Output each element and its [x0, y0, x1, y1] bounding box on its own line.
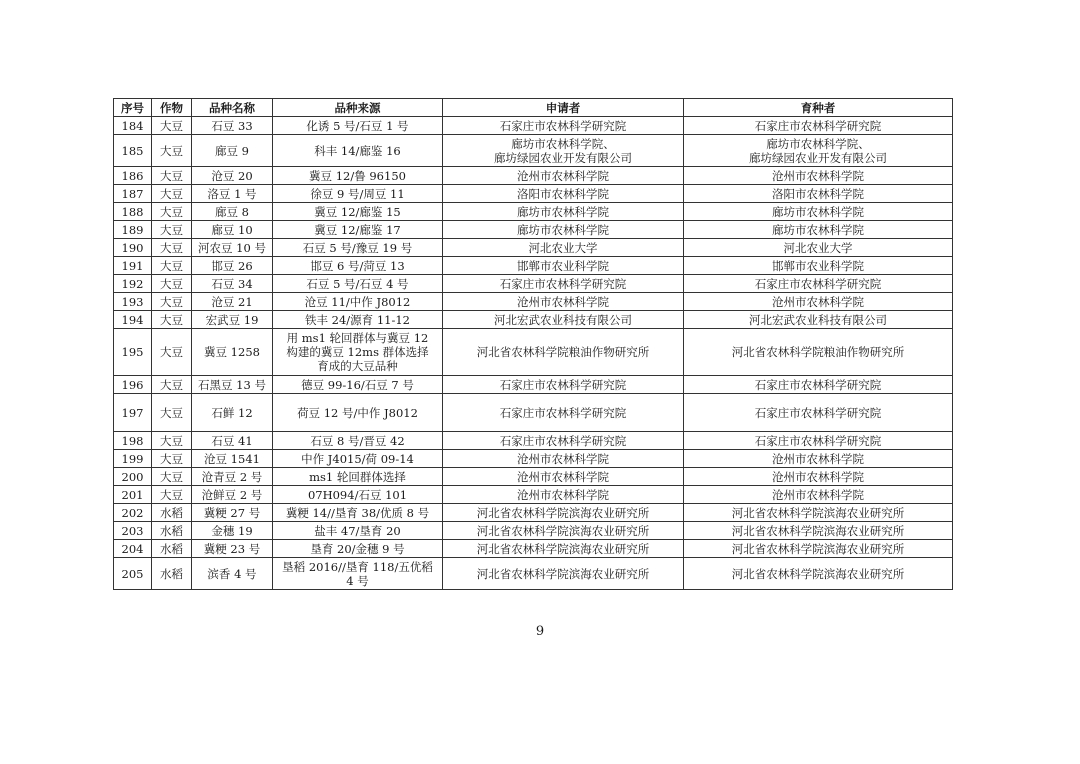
cell-crop: 大豆 [152, 329, 192, 376]
cell-breeder: 廊坊市农林科学院、 廊坊绿园农业开发有限公司 [684, 135, 953, 167]
cell-variety-name: 廊豆 10 [192, 221, 273, 239]
cell-breeder: 河北省农林科学院滨海农业研究所 [684, 522, 953, 540]
table-row [114, 221, 953, 239]
cell-applicant: 河北省农林科学院滨海农业研究所 [443, 504, 684, 522]
cell-crop: 大豆 [152, 311, 192, 329]
cell-crop: 大豆 [152, 450, 192, 468]
cell-applicant: 石家庄市农林科学研究院 [443, 376, 684, 394]
cell-variety-source: 用 ms1 轮回群体与冀豆 12 构建的冀豆 12ms 群体选择 育成的大豆品种 [273, 329, 443, 376]
table-row [114, 257, 953, 275]
cell-breeder: 河北宏武农业科技有限公司 [684, 311, 953, 329]
cell-variety-source: 化诱 5 号/石豆 1 号 [273, 117, 443, 135]
cell-applicant: 洛阳市农林科学院 [443, 185, 684, 203]
cell-crop: 大豆 [152, 203, 192, 221]
cell-variety-source: 冀豆 12/鲁 96150 [273, 167, 443, 185]
cell-no: 187 [114, 185, 152, 203]
cell-crop: 大豆 [152, 221, 192, 239]
table-row [114, 293, 953, 311]
cell-breeder: 石家庄市农林科学研究院 [684, 376, 953, 394]
cell-breeder: 廊坊市农林科学院 [684, 203, 953, 221]
cell-applicant: 石家庄市农林科学研究院 [443, 432, 684, 450]
cell-breeder: 沧州市农林科学院 [684, 486, 953, 504]
table-row [114, 558, 953, 590]
table-row [114, 486, 953, 504]
cell-crop: 大豆 [152, 117, 192, 135]
cell-variety-name: 石鲜 12 [192, 394, 273, 432]
table-row [114, 432, 953, 450]
cell-crop: 水稻 [152, 504, 192, 522]
cell-breeder: 河北省农林科学院滨海农业研究所 [684, 558, 953, 590]
cell-no: 203 [114, 522, 152, 540]
cell-crop: 大豆 [152, 486, 192, 504]
header-applicant: 申请者 [443, 99, 684, 117]
cell-variety-name: 沧豆 21 [192, 293, 273, 311]
cell-breeder: 沧州市农林科学院 [684, 167, 953, 185]
cell-applicant: 沧州市农林科学院 [443, 167, 684, 185]
cell-crop: 大豆 [152, 293, 192, 311]
cell-breeder: 河北省农林科学院粮油作物研究所 [684, 329, 953, 376]
cell-variety-name: 石豆 41 [192, 432, 273, 450]
cell-crop: 大豆 [152, 167, 192, 185]
cell-no: 199 [114, 450, 152, 468]
table-row [114, 450, 953, 468]
cell-variety-name: 石豆 33 [192, 117, 273, 135]
table-row [114, 311, 953, 329]
cell-variety-name: 石豆 34 [192, 275, 273, 293]
cell-no: 201 [114, 486, 152, 504]
header-breeder: 育种者 [684, 99, 953, 117]
table-row [114, 376, 953, 394]
page-number: 9 [535, 624, 545, 639]
cell-crop: 水稻 [152, 540, 192, 558]
cell-variety-source: 冀豆 12/廊鉴 15 [273, 203, 443, 221]
header-no: 序号 [114, 99, 152, 117]
cell-breeder: 沧州市农林科学院 [684, 293, 953, 311]
cell-breeder: 廊坊市农林科学院 [684, 221, 953, 239]
cell-applicant: 沧州市农林科学院 [443, 468, 684, 486]
cell-no: 185 [114, 135, 152, 167]
cell-crop: 大豆 [152, 275, 192, 293]
cell-applicant: 河北宏武农业科技有限公司 [443, 311, 684, 329]
cell-variety-name: 冀粳 23 号 [192, 540, 273, 558]
cell-crop: 大豆 [152, 257, 192, 275]
cell-variety-name: 沧豆 1541 [192, 450, 273, 468]
cell-variety-name: 廊豆 8 [192, 203, 273, 221]
cell-no: 191 [114, 257, 152, 275]
cell-no: 194 [114, 311, 152, 329]
cell-crop: 水稻 [152, 522, 192, 540]
cell-no: 196 [114, 376, 152, 394]
cell-applicant: 河北省农林科学院粮油作物研究所 [443, 329, 684, 376]
table-body [114, 117, 953, 590]
cell-breeder: 沧州市农林科学院 [684, 450, 953, 468]
header-variety-source: 品种来源 [273, 99, 443, 117]
cell-variety-name: 邯豆 26 [192, 257, 273, 275]
cell-variety-source: 沧豆 11/中作 J8012 [273, 293, 443, 311]
cell-variety-source: 邯豆 6 号/菏豆 13 [273, 257, 443, 275]
cell-applicant: 石家庄市农林科学研究院 [443, 275, 684, 293]
cell-breeder: 石家庄市农林科学研究院 [684, 117, 953, 135]
cell-variety-name: 石黑豆 13 号 [192, 376, 273, 394]
cell-variety-source: 垦育 20/金穗 9 号 [273, 540, 443, 558]
cell-applicant: 河北省农林科学院滨海农业研究所 [443, 540, 684, 558]
cell-no: 205 [114, 558, 152, 590]
cell-crop: 水稻 [152, 558, 192, 590]
cell-breeder: 河北农业大学 [684, 239, 953, 257]
cell-variety-name: 洛豆 1 号 [192, 185, 273, 203]
cell-crop: 大豆 [152, 135, 192, 167]
table-row [114, 329, 953, 376]
cell-variety-source: 石豆 5 号/豫豆 19 号 [273, 239, 443, 257]
cell-no: 204 [114, 540, 152, 558]
cell-variety-source: 石豆 5 号/石豆 4 号 [273, 275, 443, 293]
cell-variety-source: 垦稻 2016//垦育 118/五优稻 4 号 [273, 558, 443, 590]
table-row [114, 167, 953, 185]
cell-breeder: 邯郸市农业科学院 [684, 257, 953, 275]
table-row [114, 239, 953, 257]
cell-no: 184 [114, 117, 152, 135]
cell-variety-source: 科丰 14/廊鉴 16 [273, 135, 443, 167]
variety-table [113, 98, 953, 590]
cell-crop: 大豆 [152, 394, 192, 432]
cell-breeder: 沧州市农林科学院 [684, 468, 953, 486]
cell-applicant: 河北省农林科学院滨海农业研究所 [443, 522, 684, 540]
header-crop: 作物 [152, 99, 192, 117]
cell-variety-source: 冀豆 12/廊鉴 17 [273, 221, 443, 239]
cell-variety-source: 铁丰 24/源育 11-12 [273, 311, 443, 329]
cell-variety-source: 冀粳 14//垦育 38/优质 8 号 [273, 504, 443, 522]
cell-variety-name: 廊豆 9 [192, 135, 273, 167]
cell-variety-name: 冀粳 27 号 [192, 504, 273, 522]
table-row [114, 117, 953, 135]
cell-applicant: 廊坊市农林科学院、 廊坊绿园农业开发有限公司 [443, 135, 684, 167]
table-row [114, 504, 953, 522]
header-variety-name: 品种名称 [192, 99, 273, 117]
cell-variety-name: 河农豆 10 号 [192, 239, 273, 257]
cell-variety-source: ms1 轮回群体选择 [273, 468, 443, 486]
table-row [114, 203, 953, 221]
cell-applicant: 河北省农林科学院滨海农业研究所 [443, 558, 684, 590]
cell-variety-name: 宏武豆 19 [192, 311, 273, 329]
cell-no: 192 [114, 275, 152, 293]
table-row [114, 540, 953, 558]
table-row [114, 394, 953, 432]
cell-crop: 大豆 [152, 376, 192, 394]
cell-variety-name: 滨香 4 号 [192, 558, 273, 590]
cell-crop: 大豆 [152, 432, 192, 450]
cell-breeder: 河北省农林科学院滨海农业研究所 [684, 540, 953, 558]
cell-no: 202 [114, 504, 152, 522]
cell-variety-name: 沧鲜豆 2 号 [192, 486, 273, 504]
cell-breeder: 石家庄市农林科学研究院 [684, 275, 953, 293]
cell-variety-source: 荷豆 12 号/中作 J8012 [273, 394, 443, 432]
table-row [114, 185, 953, 203]
cell-applicant: 廊坊市农林科学院 [443, 221, 684, 239]
cell-no: 197 [114, 394, 152, 432]
table-row [114, 275, 953, 293]
table-row [114, 522, 953, 540]
cell-no: 195 [114, 329, 152, 376]
cell-crop: 大豆 [152, 239, 192, 257]
cell-applicant: 邯郸市农业科学院 [443, 257, 684, 275]
cell-crop: 大豆 [152, 185, 192, 203]
cell-applicant: 石家庄市农林科学研究院 [443, 394, 684, 432]
cell-applicant: 廊坊市农林科学院 [443, 203, 684, 221]
cell-variety-source: 徐豆 9 号/周豆 11 [273, 185, 443, 203]
cell-breeder: 河北省农林科学院滨海农业研究所 [684, 504, 953, 522]
cell-no: 200 [114, 468, 152, 486]
cell-no: 186 [114, 167, 152, 185]
cell-applicant: 沧州市农林科学院 [443, 486, 684, 504]
table-row [114, 468, 953, 486]
cell-variety-source: 07H094/石豆 101 [273, 486, 443, 504]
cell-variety-source: 中作 J4015/荷 09-14 [273, 450, 443, 468]
cell-variety-name: 金穗 19 [192, 522, 273, 540]
cell-applicant: 石家庄市农林科学研究院 [443, 117, 684, 135]
cell-variety-name: 沧青豆 2 号 [192, 468, 273, 486]
cell-breeder: 石家庄市农林科学研究院 [684, 432, 953, 450]
cell-variety-name: 冀豆 1258 [192, 329, 273, 376]
cell-no: 190 [114, 239, 152, 257]
cell-no: 198 [114, 432, 152, 450]
cell-no: 188 [114, 203, 152, 221]
cell-variety-name: 沧豆 20 [192, 167, 273, 185]
cell-applicant: 河北农业大学 [443, 239, 684, 257]
table-row [114, 135, 953, 167]
cell-variety-source: 德豆 99-16/石豆 7 号 [273, 376, 443, 394]
cell-breeder: 洛阳市农林科学院 [684, 185, 953, 203]
cell-breeder: 石家庄市农林科学研究院 [684, 394, 953, 432]
cell-no: 193 [114, 293, 152, 311]
table-header-row [114, 99, 953, 117]
cell-variety-source: 石豆 8 号/晋豆 42 [273, 432, 443, 450]
cell-variety-source: 盐丰 47/垦育 20 [273, 522, 443, 540]
cell-applicant: 沧州市农林科学院 [443, 450, 684, 468]
cell-applicant: 沧州市农林科学院 [443, 293, 684, 311]
cell-no: 189 [114, 221, 152, 239]
cell-crop: 大豆 [152, 468, 192, 486]
